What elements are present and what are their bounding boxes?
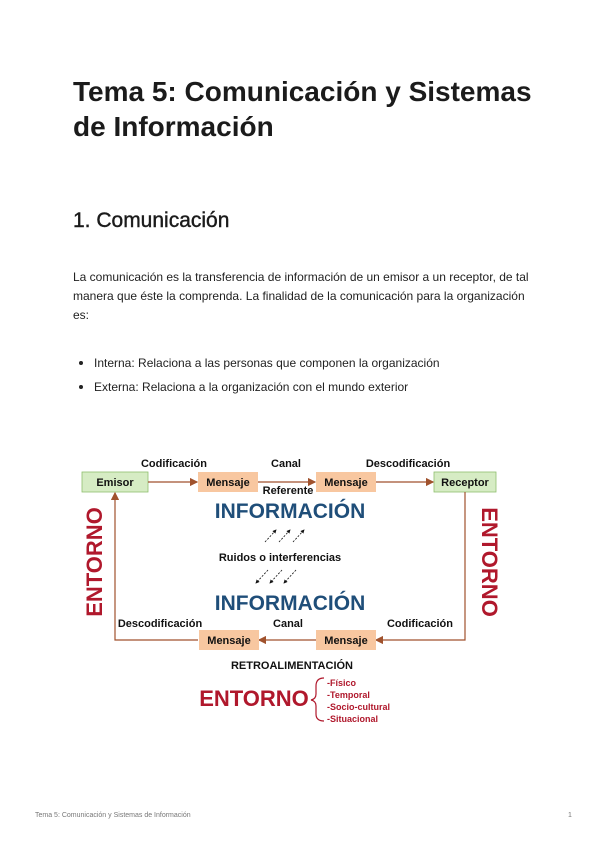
- page-number: 1: [568, 812, 572, 819]
- entorno-left: ENTORNO: [82, 507, 107, 617]
- label-codificacion-bottom: Codificación: [386, 618, 454, 630]
- mensaje-label-1: Mensaje: [206, 477, 250, 489]
- bullet-list: [73, 355, 440, 403]
- noise-arrow-down-2: [270, 570, 282, 583]
- label-canal-bottom: Canal: [273, 618, 303, 630]
- mensaje-label-2: Mensaje: [324, 477, 368, 489]
- section-heading: 1. Comunicación: [73, 209, 230, 232]
- entorno-tipo-situacional: -Situacional: [327, 714, 379, 724]
- bullet-item-externa: Externa: Relaciona a la organización con el mundo exterior: [73, 379, 440, 403]
- mensaje-label-3: Mensaje: [207, 635, 251, 647]
- emisor-label: Emisor: [96, 477, 134, 489]
- noise-arrow-down-1: [256, 570, 268, 583]
- page-title: Tema 5: Comunicación y Sistemas de Información: [73, 76, 532, 142]
- informacion-bottom: INFORMACIÓN: [214, 592, 366, 615]
- noise-arrow-down-3: [284, 570, 296, 583]
- noise-arrow-up-2: [279, 530, 290, 542]
- receptor-label: Receptor: [441, 477, 489, 489]
- noise-arrow-up-3: [293, 530, 304, 542]
- entorno-brace: [311, 678, 324, 721]
- noise-arrow-up-1: [265, 530, 276, 542]
- informacion-top: INFORMACIÓN: [214, 500, 366, 523]
- communication-diagram: [78, 450, 508, 730]
- label-retroalimentacion: RETROALIMENTACIÓN: [230, 660, 354, 672]
- footer-title: Tema 5: Comunicación y Sistemas de Información: [35, 812, 191, 819]
- label-canal-top: Canal: [271, 458, 301, 470]
- label-referente: Referente: [262, 485, 314, 497]
- entorno-bottom: ENTORNO: [199, 686, 309, 711]
- entorno-tipo-temporal: -Temporal: [327, 690, 370, 700]
- entorno-tipo-sociocultural: -Socio-cultural: [327, 702, 391, 712]
- label-codificacion-top: Codificación: [140, 458, 208, 470]
- intro-paragraph: La comunicación es la transferencia de información de un emisor a un receptor, de tal manera que éste la comprenda. La finalidad de la comunicación para la organización es:: [73, 270, 529, 322]
- entorno-right: ENTORNO: [477, 507, 502, 617]
- label-descodificacion-bottom: Descodificación: [117, 618, 203, 630]
- label-ruidos: Ruidos o interferencias: [218, 552, 342, 564]
- bullet-item-interna: Interna: Relaciona a las personas que componen la organización: [73, 355, 440, 379]
- entorno-tipo-fisico: -Físico: [327, 678, 357, 688]
- label-descodificacion-top: Descodificación: [365, 458, 451, 470]
- mensaje-label-4: Mensaje: [324, 635, 368, 647]
